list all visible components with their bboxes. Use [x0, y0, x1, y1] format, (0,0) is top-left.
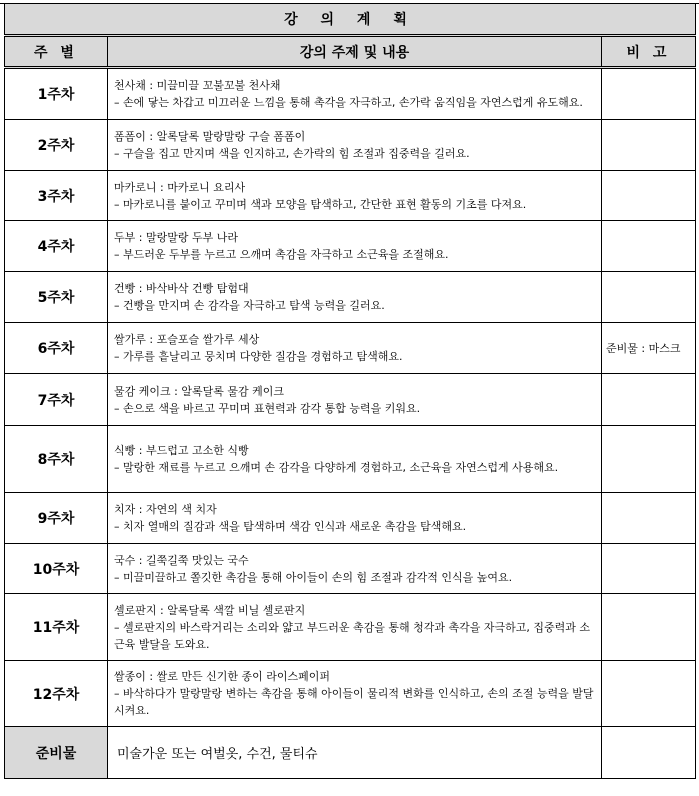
description-text: – 마카로니를 붙이고 꾸미며 색과 모양을 탐색하고, 간단한 표현 활동의 기초를 다져요. [114, 197, 527, 211]
topic-text: 국수 : 길쭉길쭉 맛있는 국수 [114, 553, 249, 567]
description-text: – 셀로판지의 바스락거리는 소리와 얇고 부드러운 촉감을 통해 청각과 촉각을 자극하고, 집중력과 소근육 발달을 도와요. [114, 620, 590, 651]
week-label: 4주차 [5, 221, 108, 272]
header-row [5, 36, 696, 68]
week-label: 11주차 [5, 594, 108, 661]
lesson-plan-table [4, 4, 696, 779]
content-cell [108, 120, 602, 171]
table-row [5, 272, 696, 323]
description-text: – 말랑한 재료를 누르고 으깨며 손 감각을 다양하게 경험하고, 소근육을 자연스럽게 사용해요. [114, 461, 559, 474]
topic-text: 셀로판지 : 알록달록 색깔 비닐 셀로판지 [114, 603, 306, 617]
description-text: – 가루를 흩날리고 뭉치며 다양한 질감을 경험하고 탐색해요. [114, 350, 403, 363]
note-cell [602, 221, 696, 272]
week-label: 5주차 [5, 272, 108, 323]
table-row [5, 594, 696, 661]
week-label: 10주차 [5, 544, 108, 594]
content-cell [108, 493, 602, 544]
description-text: – 구슬을 집고 만지며 색을 인지하고, 손가락의 힘 조절과 집중력을 길러요. [114, 147, 470, 160]
table-row [5, 171, 696, 221]
content-cell [108, 544, 602, 594]
table-row [5, 493, 696, 544]
content-cell [108, 221, 602, 272]
content-cell [108, 171, 602, 221]
topic-text: 천사채 : 미끌미끌 꼬불꼬불 천사채 [114, 79, 281, 92]
note-cell [602, 493, 696, 544]
topic-text: 마카로니 : 마카로니 요리사 [114, 180, 246, 194]
topic-text: 쌀종이 : 쌀로 만든 신기한 종이 라이스페이퍼 [114, 670, 330, 683]
header-note: 비 고 [602, 36, 696, 68]
week-label: 7주차 [5, 374, 108, 426]
note-cell: 준비물 : 마스크 [602, 323, 696, 374]
table-row [5, 544, 696, 594]
content-cell [108, 594, 602, 661]
note-cell [602, 171, 696, 221]
prep-note-cell [602, 727, 696, 779]
week-label: 2주차 [5, 120, 108, 171]
description-text: – 치자 열매의 질감과 색을 탐색하며 색감 인식과 새로운 촉감을 탐색해요. [114, 520, 467, 533]
table-title: 강 의 계 획 [5, 4, 696, 36]
week-label: 12주차 [5, 661, 108, 727]
week-label: 3주차 [5, 171, 108, 221]
description-text: – 바삭하다가 말랑말랑 변하는 촉감을 통해 아이들이 물리적 변화를 인식하고, 손의 조절 능력을 발달시켜요. [114, 687, 594, 717]
note-cell [602, 120, 696, 171]
week-label: 6주차 [5, 323, 108, 374]
topic-text: 쌀가루 : 포슬포슬 쌀가루 세상 [114, 333, 260, 346]
content-cell [108, 374, 602, 426]
topic-text: 식빵 : 부드럽고 고소한 식빵 [114, 444, 249, 457]
table-row [5, 68, 696, 120]
note-cell [602, 272, 696, 323]
content-cell [108, 323, 602, 374]
table-row [5, 323, 696, 374]
topic-text: 치자 : 자연의 색 치자 [114, 503, 217, 516]
prep-label: 준비물 [5, 727, 108, 779]
description-text: – 손에 닿는 차갑고 미끄러운 느낌을 통해 촉각을 자극하고, 손가락 움직임을 자연스럽게 유도해요. [114, 96, 583, 109]
note-cell [602, 68, 696, 120]
content-cell [108, 68, 602, 120]
week-label: 8주차 [5, 426, 108, 493]
table-row [5, 120, 696, 171]
topic-text: 두부 : 말랑말랑 두부 나라 [114, 231, 238, 244]
note-cell [602, 594, 696, 661]
content-cell [108, 426, 602, 493]
note-cell [602, 374, 696, 426]
week-label: 1주차 [5, 68, 108, 120]
content-cell [108, 272, 602, 323]
table-row [5, 374, 696, 426]
header-content: 강의 주제 및 내용 [108, 36, 602, 68]
note-cell [602, 544, 696, 594]
content-cell [108, 661, 602, 727]
prep-text: 미술가운 또는 여벌옷, 수건, 물티슈 [108, 727, 602, 779]
week-label: 9주차 [5, 493, 108, 544]
table-row [5, 426, 696, 493]
table-row [5, 661, 696, 727]
description-text: – 미끌미끌하고 쫄깃한 촉감을 통해 아이들이 손의 힘 조절과 감각적 인식을 높여요. [114, 570, 513, 584]
topic-text: 폼폼이 : 알록달록 말랑말랑 구슬 폼폼이 [114, 130, 306, 143]
note-cell [602, 661, 696, 727]
table-row [5, 221, 696, 272]
topic-text: 물감 케이크 : 알록달록 물감 케이크 [114, 384, 284, 398]
title-row [5, 4, 696, 36]
prep-row [5, 727, 696, 779]
description-text: – 손으로 색을 바르고 꾸미며 표현력과 감각 통합 능력을 키워요. [114, 401, 421, 415]
header-week: 주 별 [5, 36, 108, 68]
topic-text: 건빵 : 바삭바삭 건빵 탐험대 [114, 282, 249, 295]
description-text: – 건빵을 만지며 손 감각을 자극하고 탐색 능력을 길러요. [114, 299, 385, 312]
note-cell [602, 426, 696, 493]
description-text: – 부드러운 두부를 누르고 으깨며 촉감을 자극하고 소근육을 조절해요. [114, 248, 449, 261]
